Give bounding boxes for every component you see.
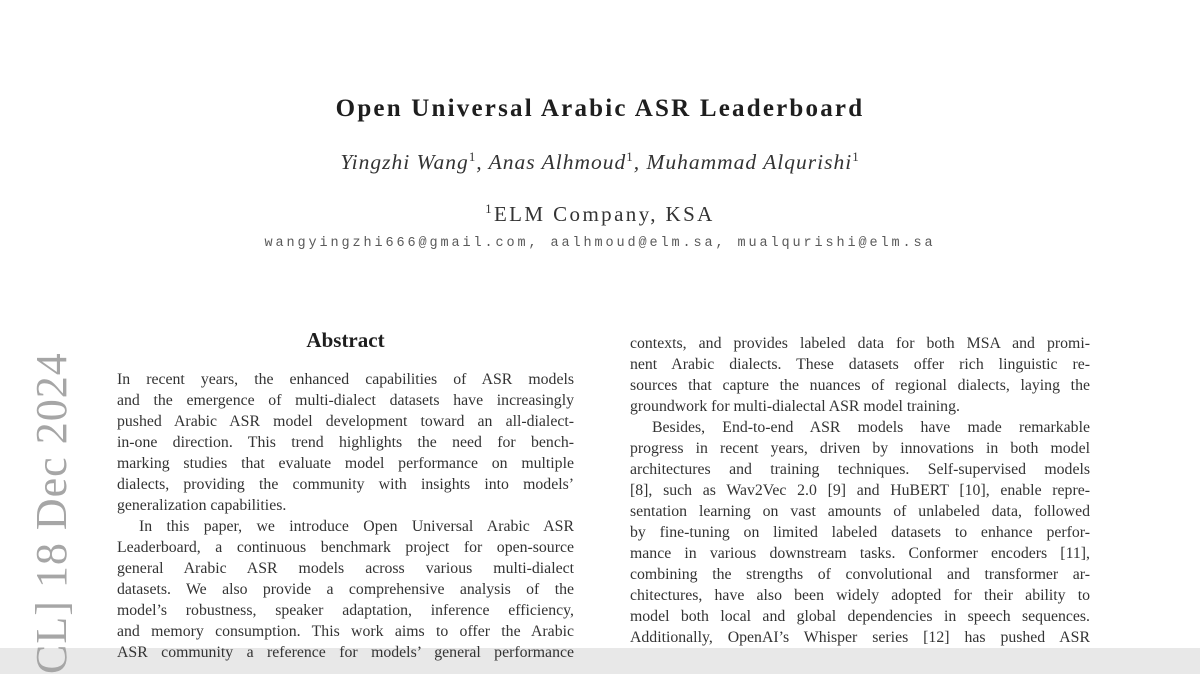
text-line: and memory consumption. This work aims to offer the Arabic	[117, 623, 574, 640]
affiliation-marker: 1	[485, 202, 494, 216]
text-line: pushed Arabic ASR model development toward an all-dialect-	[117, 413, 574, 430]
text-line: ASR community a reference for models’ general performance	[117, 644, 574, 661]
text-line: Leaderboard, a continuous benchmark project for open-source	[117, 539, 574, 556]
affiliation-text: ELM Company, KSA	[493, 202, 715, 226]
text-line: and the emergence of multi-dialect datasets have increasingly	[117, 392, 574, 409]
abstract-heading: Abstract	[306, 328, 385, 352]
text-line: Besides, End-to-end ASR models have made remarkable	[652, 419, 1090, 436]
author-name: Anas Alhmoud	[488, 150, 627, 174]
text-line: nent Arabic dialects. These datasets offer rich linguistic re-	[630, 356, 1090, 373]
text-line: marking studies that evaluate model performance on multiple	[117, 455, 574, 472]
text-line: Additionally, OpenAI’s Whisper series [12] has pushed ASR	[630, 629, 1090, 646]
text-line: model both local and global dependencies in speech sequences.	[630, 608, 1090, 625]
author-affiliation-superscript: 1	[852, 149, 860, 164]
text-line: dialects, providing the community with insights into models’	[117, 476, 574, 493]
text-line: in-one direction. This trend highlights the need for bench-	[117, 434, 574, 451]
author-separator: ,	[476, 150, 489, 174]
text-line: sources that capture the nuances of regional dialects, laying the	[630, 377, 1090, 394]
text-line: sentation learning on vast amounts of unlabeled data, followed	[630, 503, 1090, 520]
text-line: In this paper, we introduce Open Universal Arabic ASR	[139, 518, 574, 535]
text-line: model’s robustness, speaker adaptation, inference efficiency,	[117, 602, 574, 619]
author-name: Yingzhi Wang	[340, 150, 469, 174]
text-line: progress in recent years, driven by innovations in both model	[630, 440, 1090, 457]
text-line: chitectures, have also been widely adopted for their ability to	[630, 587, 1090, 604]
text-line: datasets. We also provide a comprehensive analysis of the	[117, 581, 574, 598]
author-affiliation-superscript: 1	[468, 149, 477, 164]
author-separator: ,	[633, 150, 647, 174]
text-line: groundwork for multi-dialectal ASR model training.	[630, 398, 960, 415]
paper-title: Open Universal Arabic ASR Leaderboard	[335, 95, 865, 122]
authors-line	[0, 149, 1200, 176]
abstract-column	[117, 369, 574, 663]
author-emails: wangyingzhi666@gmail.com, aalhmoud@elm.sa, mualqurishi@elm.sa	[264, 236, 936, 251]
text-line: generalization capabilities.	[117, 497, 287, 514]
text-line: combining the strengths of convolutional and transformer ar-	[630, 566, 1090, 583]
author-affiliation-superscript: 1	[626, 149, 634, 164]
text-line: [8], such as Wav2Vec 2.0 [9] and HuBERT [10], enable repre-	[630, 482, 1090, 499]
text-line: mance in various downstream tasks. Conformer encoders [11],	[630, 545, 1090, 562]
text-line: architectures and training techniques. Self-supervised models	[630, 461, 1090, 478]
right-text-column	[630, 333, 1090, 648]
affiliation-line	[0, 201, 1200, 227]
text-line: In recent years, the enhanced capabilities of ASR models	[117, 371, 574, 388]
text-line: by fine-tuning on limited labeled datasets to enhance perfor-	[630, 524, 1090, 541]
text-line: general Arabic ASR models across various multi-dialect	[117, 560, 574, 577]
arxiv-date-stamp: CL] 18 Dec 2024	[27, 352, 76, 674]
author-name: Muhammad Alqurishi	[646, 150, 853, 174]
text-line: contexts, and provides labeled data for both MSA and promi-	[630, 335, 1090, 352]
